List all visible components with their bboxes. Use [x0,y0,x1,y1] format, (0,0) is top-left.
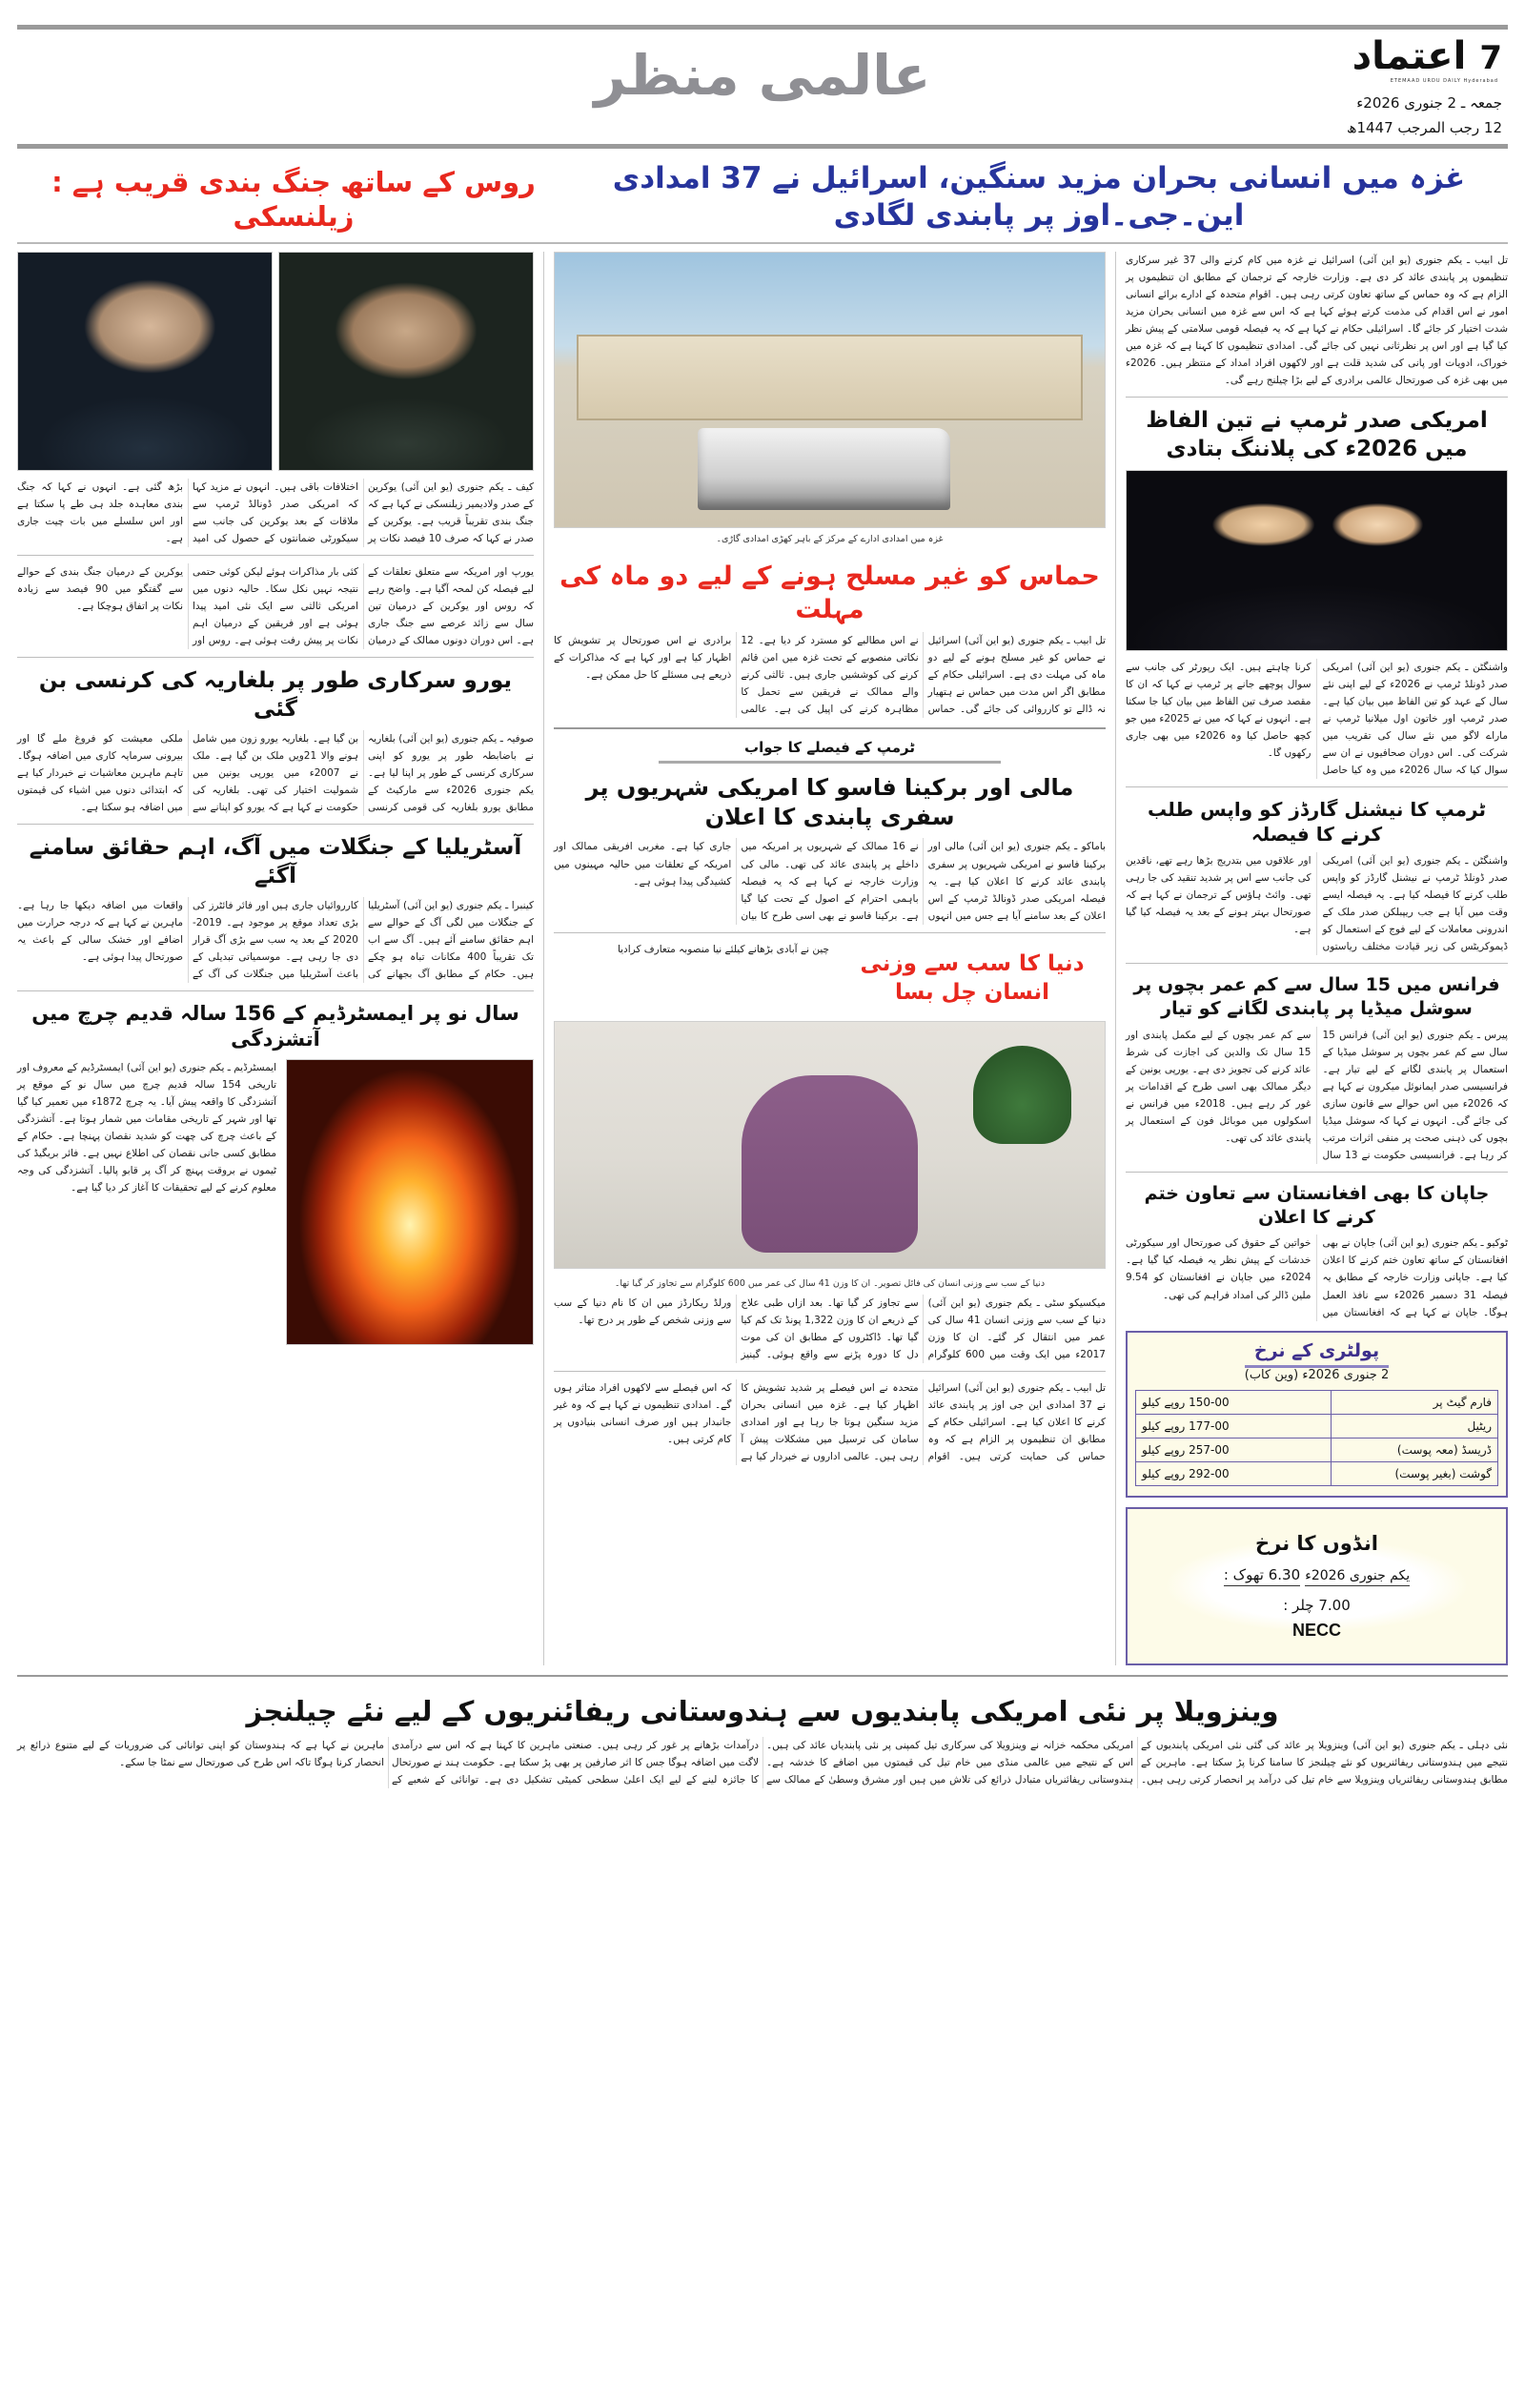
divider [554,932,1106,933]
right-article-1-text: تل ابیب ـ یکم جنوری (یو این آئی) اسرائیل نے غزہ میں کام کرنے والی 37 غیر سرکاری تنظیموں پر پابندی عائد کر دی ہے۔ وزارت خارجہ کے ترجمان کے مطابق ان تنظیموں پر الزام ہے کہ وہ حماس کے ساتھ تعاون کرتی رہی ہیں۔ اقوام متحدہ کے ادارے برائے انسانی امور نے اس اقدام کی مذمت کرتے ہوئے کہا ہے کہ اس سے غزہ میں انسانی بحران مزید شدت اختیار کر جائے گا۔ اسرائیلی حکام نے کہا ہے کہ یہ فیصلہ قومی سلامتی کے پیش نظر کیا گیا ہے اور اس پر نظرثانی نہیں کی جائے گی۔ امدادی تنظیموں کا کہنا ہے کہ غزہ میں خوراک، ادویات اور پانی کی شدید قلت ہے اور لاکھوں افراد امداد کے منتظر ہیں۔ 2026ء میں بھی غزہ کی صورتحال عالمی برادری کے لیے بڑا چیلنج رہے گی۔ [1126,254,1508,386]
left-section-4-title[interactable]: سال نو پر ایمسٹرڈیم کے 156 سالہ قدیم چرچ میں آتشزدگی [31,1001,519,1051]
table-row [1136,1390,1498,1414]
right-section-3-text: واشنگٹن ـ یکم جنوری (یو این آئی) امریکی صدر ڈونلڈ ٹرمپ نے نیشنل گارڈز کو واپس طلب کرنے کا فیصلہ کیا ہے۔ یہ فیصلہ ایسے وقت میں آیا ہے جب ریپبلکن صدر ملک کے اندرونی معاملات کے لیے فوج کے استعمال کو ڈیموکریٹس کی زیر قیادت مختلف ریاستوں اور علاقوں میں بتدریج بڑھا رہے تھے، ناقدین کی جانب سے اس پر شدید تنقید کی جا رہی تھی۔ وائٹ ہاؤس کے ترجمان نے کہا ہے کہ صورتحال بہتر ہونے کے بعد یہ فیصلہ کیا گیا ہے۔ [1126,854,1508,953]
table-row [1136,1461,1498,1485]
mid-kicker-3: چین نے آبادی بڑھانے کیلئے نیا منصوبہ متعارف کرادیا [617,943,829,955]
left-section-2-text: صوفیہ ـ یکم جنوری (یو این آئی) بلغاریہ نے باضابطہ طور پر یورو کو اپنی سرکاری کرنسی کے طور پر اپنا لیا ہے۔ یکم جنوری 2026ء سے مارکیٹ کے مطابق یورو بلغاریہ کی قومی کرنسی بن گیا ہے۔ بلغاریہ یورو زون میں شامل ہونے والا 21ویں ملک بن گیا ہے۔ ملک نے 2007ء میں یورپی یونین میں شمولیت اختیار کی تھی۔ بلغاریہ کی حکومت نے کہا ہے کہ یورو کو اپنانے سے ملکی معیشت کو فروغ ملے گا اور بیرونی سرمایہ کاری میں اضافہ ہوگا۔ تاہم ماہرین معاشیات نے خبردار کیا ہے کہ ابتدائی دنوں میں اشیاء کی قیمتوں میں اضافہ ہو سکتا ہے۔ [17,732,534,813]
left-article-1-text: کیف ـ یکم جنوری (یو این آئی) یوکرین کے صدر ولادیمیر زیلنسکی نے کہا ہے کہ جنگ بندی تقریباً قریب ہے۔ یوکرین کے صدر نے کہا کہ صرف 10 فیصد نکات پر اختلافات باقی ہیں۔ انہوں نے مزید کہا کہ امریکی صدر ڈونالڈ ٹرمپ سے ملاقات کے بعد یوکرین کی جانب سے سیکورٹی ضمانتوں کے حصول کی امید بڑھ گئی ہے۔ انہوں نے کہا کہ جنگ بندی معاہدہ جلد ہی طے پا سکتا ہے اور اس سلسلے میں بات چیت جاری ہے۔ [17,480,534,544]
poultry-row-value: 257-00 روپے کیلو [1136,1438,1332,1461]
right-section-3-title[interactable]: ٹرمپ کا نیشنل گارڈز کو واپس طلب کرنے کا فیصلہ [1148,797,1486,846]
poultry-price-table [1135,1390,1498,1486]
poultry-row-label: ڈریسڈ (معہ پوست) [1332,1438,1498,1461]
left-section-3-text: کینبرا ـ یکم جنوری (یو این آئی) آسٹریلیا کے جنگلات میں لگی آگ کے حوالے سے اہم حقائق سامنے آئے ہیں۔ آگ سے اب تک تقریباً 400 مکانات تباہ ہو چکے ہیں۔ حکام کے مطابق آگ بجھانے کی کارروائیاں جاری ہیں اور فائر فائٹرز کی بڑی تعداد موقع پر موجود ہے۔ 2019-2020 کے بعد یہ سب سے بڑی آگ قرار دی جا رہی ہے۔ موسمیاتی تبدیلی کے باعث آسٹریلیا میں جنگلات کی آگ کے واقعات میں اضافہ دیکھا جا رہا ہے۔ ماہرین نے کہا ہے کہ درجہ حرارت میں اضافے اور خشک سالی کے باعث یہ صورتحال پیدا ہوئی ہے۔ [17,899,534,980]
left-section-4-text: ایمسٹرڈیم ـ یکم جنوری (یو این آئی) ایمسٹرڈیم کے معروف اور تاریخی 154 سالہ قدیم چرچ میں سال نو کے موقع پر آتشزدگی کا واقعہ پیش آیا۔ یہ چرچ 1872ء میں تعمیر کیا گیا تھا اور شہر کے تاریخی مقامات میں شمار ہوتا ہے۔ آتشزدگی کے باعث چرچ کی چھت کو شدید نقصان پہنچا ہے۔ حکام کے مطابق کسی جانی نقصان کی اطلاع نہیں ہے۔ فائر بریگیڈ کی ٹیموں نے بروقت پہنچ کر آگ پر قابو پالیا۔ آتشزدگی کی وجہ معلوم کرنے کے لیے تحقیقات کا آغاز کر دیا گیا ہے۔ [17,1061,276,1194]
mid-section-4-text: میکسیکو سٹی ـ یکم جنوری (یو این آئی) دنیا کے سب سے وزنی انسان 41 سال کی عمر میں انتقال کر گئے۔ ان کا وزن 2017ء میں ایک وقت میں 600 کلوگرام سے تجاوز کر گیا تھا۔ بعد ازاں طبی علاج کے ذریعے ان کا وزن 1,322 پونڈ تک کم کیا گیا تھا۔ ڈاکٹروں کے مطابق ان کی موت دل کا دورہ پڑنے سے واقع ہوئی۔ گینیز ورلڈ ریکارڈز میں ان کا نام دنیا کے سب سے وزنی شخص کے طور پر درج تھا۔ [554,1296,1106,1360]
left-article-1-more: یورپ اور امریکہ سے متعلق تعلقات کے لیے فیصلہ کن لمحہ آگیا ہے۔ واضح رہے کہ روس اور یوکرین کے درمیان تین سال سے زائد عرصے سے جنگ جاری ہے۔ اس دوران دونوں ممالک کے درمیان کئی بار مذاکرات ہوئے لیکن کوئی حتمی نتیجہ نہیں نکل سکا۔ حالیہ دنوں میں امریکی ثالثی سے ایک نئی امید پیدا ہوئی ہے اور فریقین کے درمیان اہم نکات پر پیش رفت ہوئی ہے۔ روس اور یوکرین کے درمیان جنگ بندی کے حوالے سے گفتگو میں 90 فیصد سے زیادہ نکات پر اتفاق ہوچکا ہے۔ [17,565,534,646]
column-middle [543,252,1115,1665]
table-row [1136,1414,1498,1438]
poultry-row-label: ریٹیل [1332,1414,1498,1438]
divider [1126,1172,1508,1173]
photo-gaza-caption: غزہ میں امدادی ادارے کے مرکز کے باہر کھڑی امدادی گاڑی۔ [716,533,944,544]
egg-wholesale-row [1224,1566,1300,1586]
divider [554,727,1106,729]
egg-retail-row [1135,1597,1498,1614]
date-hijri: 12 رجب المرجب 1447ھ [1346,118,1502,136]
egg-wholesale-label: تھوک : [1223,1565,1264,1583]
egg-box-title: انڈوں کا نرخ [1255,1531,1378,1555]
poultry-row-label: فارم گیٹ پر [1332,1390,1498,1414]
top-headline-band [17,160,1508,244]
mid-section-2-title[interactable]: حماس کو غیر مسلح ہونے کے لیے دو ماہ کی مہلت [559,561,1100,624]
mid-kicker-2: ٹرمپ کے فیصلے کا جواب [659,739,1001,764]
right-section-4-title[interactable]: فرانس میں 15 سال سے کم عمر بچوں پر سوشل میڈیا پر پابندی لگانے کو تیار [1133,974,1500,1019]
date-gregorian: جمعہ ـ 2 جنوری 2026ء [1356,94,1502,112]
divider [17,555,534,556]
photo-church-fire [286,1059,534,1345]
newspaper-page [0,25,1525,2408]
headline-main[interactable]: غزہ میں انسانی بحران مزید سنگین، اسرائیل نے 37 امدادی این۔جی۔اوز پر پابندی لگادی [612,161,1466,233]
poultry-row-label: گوشت (بغیر پوست) [1332,1461,1498,1485]
divider [1126,397,1508,398]
mid-section-3-title[interactable]: مالی اور برکینا فاسو کا امریکی شہریوں پر سفری پابندی کا اعلان [585,774,1074,831]
right-section-2-title[interactable]: امریکی صدر ٹرمپ نے تین الفاظ میں 2026ء کی پلاننگ بتادی [1146,407,1488,461]
divider [1126,963,1508,964]
mid-section-2-text: تل ابیب ـ یکم جنوری (یو این آئی) اسرائیل نے حماس کو غیر مسلح ہونے کے لیے دو ماہ کی مہلت دی ہے۔ اسرائیلی حکام کے مطابق اگر اس مدت میں حماس نے ہتھیار نہ ڈالے تو کارروائی کی جائے گی۔ حماس نے اس مطالبے کو مسترد کر دیا ہے۔ 12 نکاتی منصوبے کے تحت غزہ میں امن قائم کرنے کی کوششیں جاری ہیں۔ ثالثی کرنے والے ممالک نے فریقین سے تحمل کا مظاہرہ کرنے کی اپیل کی ہے۔ عالمی برادری نے اس صورتحال پر تشویش کا اظہار کیا ہے اور کہا ہے کہ مذاکرات کے ذریعے ہی مسئلے کا حل ممکن ہے۔ [554,634,1106,716]
photo-putin [17,252,273,471]
table-row [1136,1438,1498,1461]
poultry-row-value: 177-00 روپے کیلو [1136,1414,1332,1438]
left-section-2-title[interactable]: یورو سرکاری طور پر بلغاریہ کی کرنسی بن گئی [38,667,513,722]
right-section-2-text: واشنگٹن ـ یکم جنوری (یو این آئی) امریکی صدر ڈونلڈ ٹرمپ نے 2026ء کے لیے اپنی نئے سال کے عہد کو تین الفاظ میں بیان کیا ہے۔ صدر ٹرمپ اور خاتون اول میلانیا ٹرمپ نے ماراے لاگو میں نئے سال کی تقریب میں شرکت کی۔ اس دوران صحافیوں نے ان سے سوال کیا کہ سال 2026ء میں وہ کیا حاصل کرنا چاہتے ہیں۔ ایک رپورٹر کی جانب سے سوال پوچھے جانے پر ٹرمپ نے کہا کہ ان کا مقصد صرف تین الفاظ میں بیان کیا جا سکتا ہے۔ انہوں نے کہا کہ میں نے 2025ء میں جو کچھ حاصل کیا وہ 2026ء میں بھی جاری رکھوں گا۔ [1126,661,1508,776]
poultry-box-title: پولٹری کے نرخ [1245,1340,1389,1368]
photo-trump-melania [1126,470,1508,651]
photo-zelensky [278,252,534,471]
right-section-4-text: پیرس ـ یکم جنوری (یو این آئی) فرانس 15 سال سے کم عمر بچوں پر سوشل میڈیا کے استعمال پر پابندی لگانے کے لیے تیار ہے۔ فرانسیسی صدر ایمانوئل میکرون نے کہا ہے کہ 2026ء میں اس حوالے سے قانون سازی کی جائے گی۔ انہوں نے کہا کہ سوشل میڈیا بچوں کی ذہنی صحت پر منفی اثرات مرتب کر رہا ہے۔ فرانسیسی حکومت نے 13 سال سے کم عمر بچوں کے لیے مکمل پابندی اور 15 سال تک والدین کی اجازت کی شرط عائد کرنے کی تجویز دی ہے۔ یورپی یونین کے دیگر ممالک بھی اسی طرح کے اقدامات پر غور کر رہے ہیں۔ 2018ء میں فرانس نے اسکولوں میں موبائل فون کے استعمال پر پابندی عائد کی تھی۔ [1126,1029,1509,1161]
egg-retail-value: 7.00 [1318,1596,1351,1614]
column-right [1115,252,1508,1665]
section-title: عالمی منظر [594,43,931,108]
egg-wholesale-value: 6.30 [1268,1565,1301,1583]
egg-retail-label: چلر : [1283,1596,1314,1614]
page-number: 7 [1479,39,1502,77]
egg-source-label: NECC [1291,1620,1341,1640]
photo-heaviest-man-caption: دنیا کے سب سے وزنی انسان کی فائل تصویر۔ ان کا وزن 41 سال کی عمر میں 600 کلوگرام سے تجاوز کر گیا تھا۔ [614,1277,1046,1289]
divider [554,1371,1106,1372]
divider [17,657,534,658]
mid-section-3-text: باماکو ـ یکم جنوری (یو این آئی) مالی اور برکینا فاسو نے امریکی شہریوں پر سفری پابندی عائد کرنے کا اعلان کیا ہے۔ یہ فیصلہ امریکی صدر ڈونالڈ ٹرمپ کے اس اعلان کے بعد سامنے آیا ہے جس میں انہوں نے 16 ممالک کے شہریوں پر امریکہ میں داخلے پر پابندی عائد کی تھی۔ مالی کی وزارت خارجہ نے کہا ہے کہ یہ فیصلہ باہمی احترام کے اصول کے تحت کیا گیا ہے۔ برکینا فاسو نے بھی اسی طرح کا بیان جاری کیا ہے۔ مغربی افریقی ممالک اور امریکہ کے تعلقات میں حالیہ مہینوں میں کشیدگی پیدا ہوئی ہے۔ [554,841,1106,922]
mid-section-4-title[interactable]: دنیا کا سب سے وزنی انسان چل بسا [860,950,1085,1005]
poultry-row-value: 150-00 روپے کیلو [1136,1390,1332,1414]
photo-gaza-aid-gate [554,252,1106,528]
headline-left[interactable]: روس کے ساتھ جنگ بندی قریب ہے : زیلنسکی [51,166,536,234]
egg-price-box [1126,1507,1508,1665]
divider [17,824,534,825]
poultry-row-value: 292-00 روپے کیلو [1136,1461,1332,1485]
brand-subtitle: ETEMAAD URDU DAILY Hyderabad [1390,78,1498,84]
column-left [17,252,543,1665]
bottom-section-title[interactable]: وینزویلا پر نئی امریکی پابندیوں سے ہندوستانی ریفائنریوں کے لیے نئے چیلنجز [246,1694,1279,1727]
right-section-5-title[interactable]: جاپان کا بھی افغانستان سے تعاون ختم کرنے کا اعلان [1144,1183,1490,1228]
brand-logo: اعتماد [1352,34,1467,78]
divider [17,990,534,991]
poultry-price-box [1126,1331,1508,1498]
left-section-3-title[interactable]: آسٹریلیا کے جنگلات میں آگ، اہم حقائق سامنے آگئے [29,834,522,888]
right-section-5-text: ٹوکیو ـ یکم جنوری (یو این آئی) جاپان نے بھی افغانستان کے ساتھ تعاون ختم کرنے کا اعلان کیا ہے۔ جاپانی وزارت خارجہ کے مطابق یہ فیصلہ 31 دسمبر 2026ء سے نافذ العمل ہوگا۔ جاپان نے کہا ہے کہ افغانستان میں خواتین کے حقوق کی صورتحال اور سیکورٹی خدشات کے پیش نظر یہ فیصلہ کیا گیا ہے۔ 2024ء میں جاپان نے افغانستان کو 9.54 ملین ڈالر کی امداد فراہم کی تھی۔ [1126,1237,1508,1318]
photo-pair-zelensky-putin [17,252,534,471]
photo-heaviest-man [554,1021,1106,1269]
bottom-section-text: نئی دہلی ـ یکم جنوری (یو این آئی) وینزویلا پر عائد کی گئی نئی امریکی پابندیوں کے نتیجے میں ہندوستانی ریفائنریوں کو نئے چیلنجز کا سامنا کرنا پڑ سکتا ہے۔ ماہرین کے مطابق ہندوستانی ریفائنریاں وینزویلا سے خام تیل کی درآمد پر انحصار کرتی رہی ہیں۔ امریکی محکمہ خزانہ نے وینزویلا کی سرکاری تیل کمپنی پر نئی پابندیاں عائد کی ہیں۔ اس کے نتیجے میں عالمی منڈی میں خام تیل کی قیمتوں میں اضافے کا خدشہ ہے۔ ہندوستانی ریفائنریاں متبادل ذرائع کی تلاش میں ہیں اور مشرق وسطیٰ کے ممالک سے درآمدات بڑھانے پر غور کر رہی ہیں۔ صنعتی ماہرین کا کہنا ہے کہ اس سے درآمدی لاگت میں اضافہ ہوگا جس کا اثر صارفین پر بھی پڑ سکتا ہے۔ حکومت ہند نے صورتحال کا جائزہ لینے کے لیے ایک اعلیٰ سطحی کمیٹی تشکیل دی ہے۔ توانائی کے شعبے کے ماہرین نے کہا ہے کہ ہندوستان کو اپنی توانائی کی ضروریات کے لیے متنوع ذرائع پر انحصار کرنا ہوگا تاکہ اس طرح کی صورتحال سے نمٹا جا سکے۔ [17,1740,1508,1786]
divider [1126,786,1508,787]
mid-article-1-text: تل ابیب ـ یکم جنوری (یو این آئی) اسرائیل نے 37 امدادی این جی اوز پر پابندی عائد کرنے کا اعلان کیا ہے۔ اسرائیلی حکام کے مطابق ان تنظیموں پر الزام ہے کہ وہ حماس کی حمایت کرتی ہیں۔ اقوام متحدہ نے اس فیصلے پر شدید تشویش کا اظہار کیا ہے۔ غزہ میں انسانی بحران مزید سنگین ہوتا جا رہا ہے اور امدادی سامان کی ترسیل میں مشکلات پیش آ رہی ہیں۔ عالمی اداروں نے خبردار کیا ہے کہ اس فیصلے سے لاکھوں افراد متاثر ہوں گے۔ امدادی تنظیموں نے کہا ہے کہ وہ غیر جانبدار ہیں اور صرف انسانی بنیادوں پر کام کرتی ہیں۔ [554,1381,1106,1463]
bottom-band [17,1675,1508,1789]
egg-box-date: یکم جنوری 2026ء [1305,1568,1410,1586]
poultry-box-date: 2 جنوری 2026ء (وین کاب) [1244,1367,1390,1382]
main-content [17,252,1508,1665]
masthead [17,25,1508,149]
